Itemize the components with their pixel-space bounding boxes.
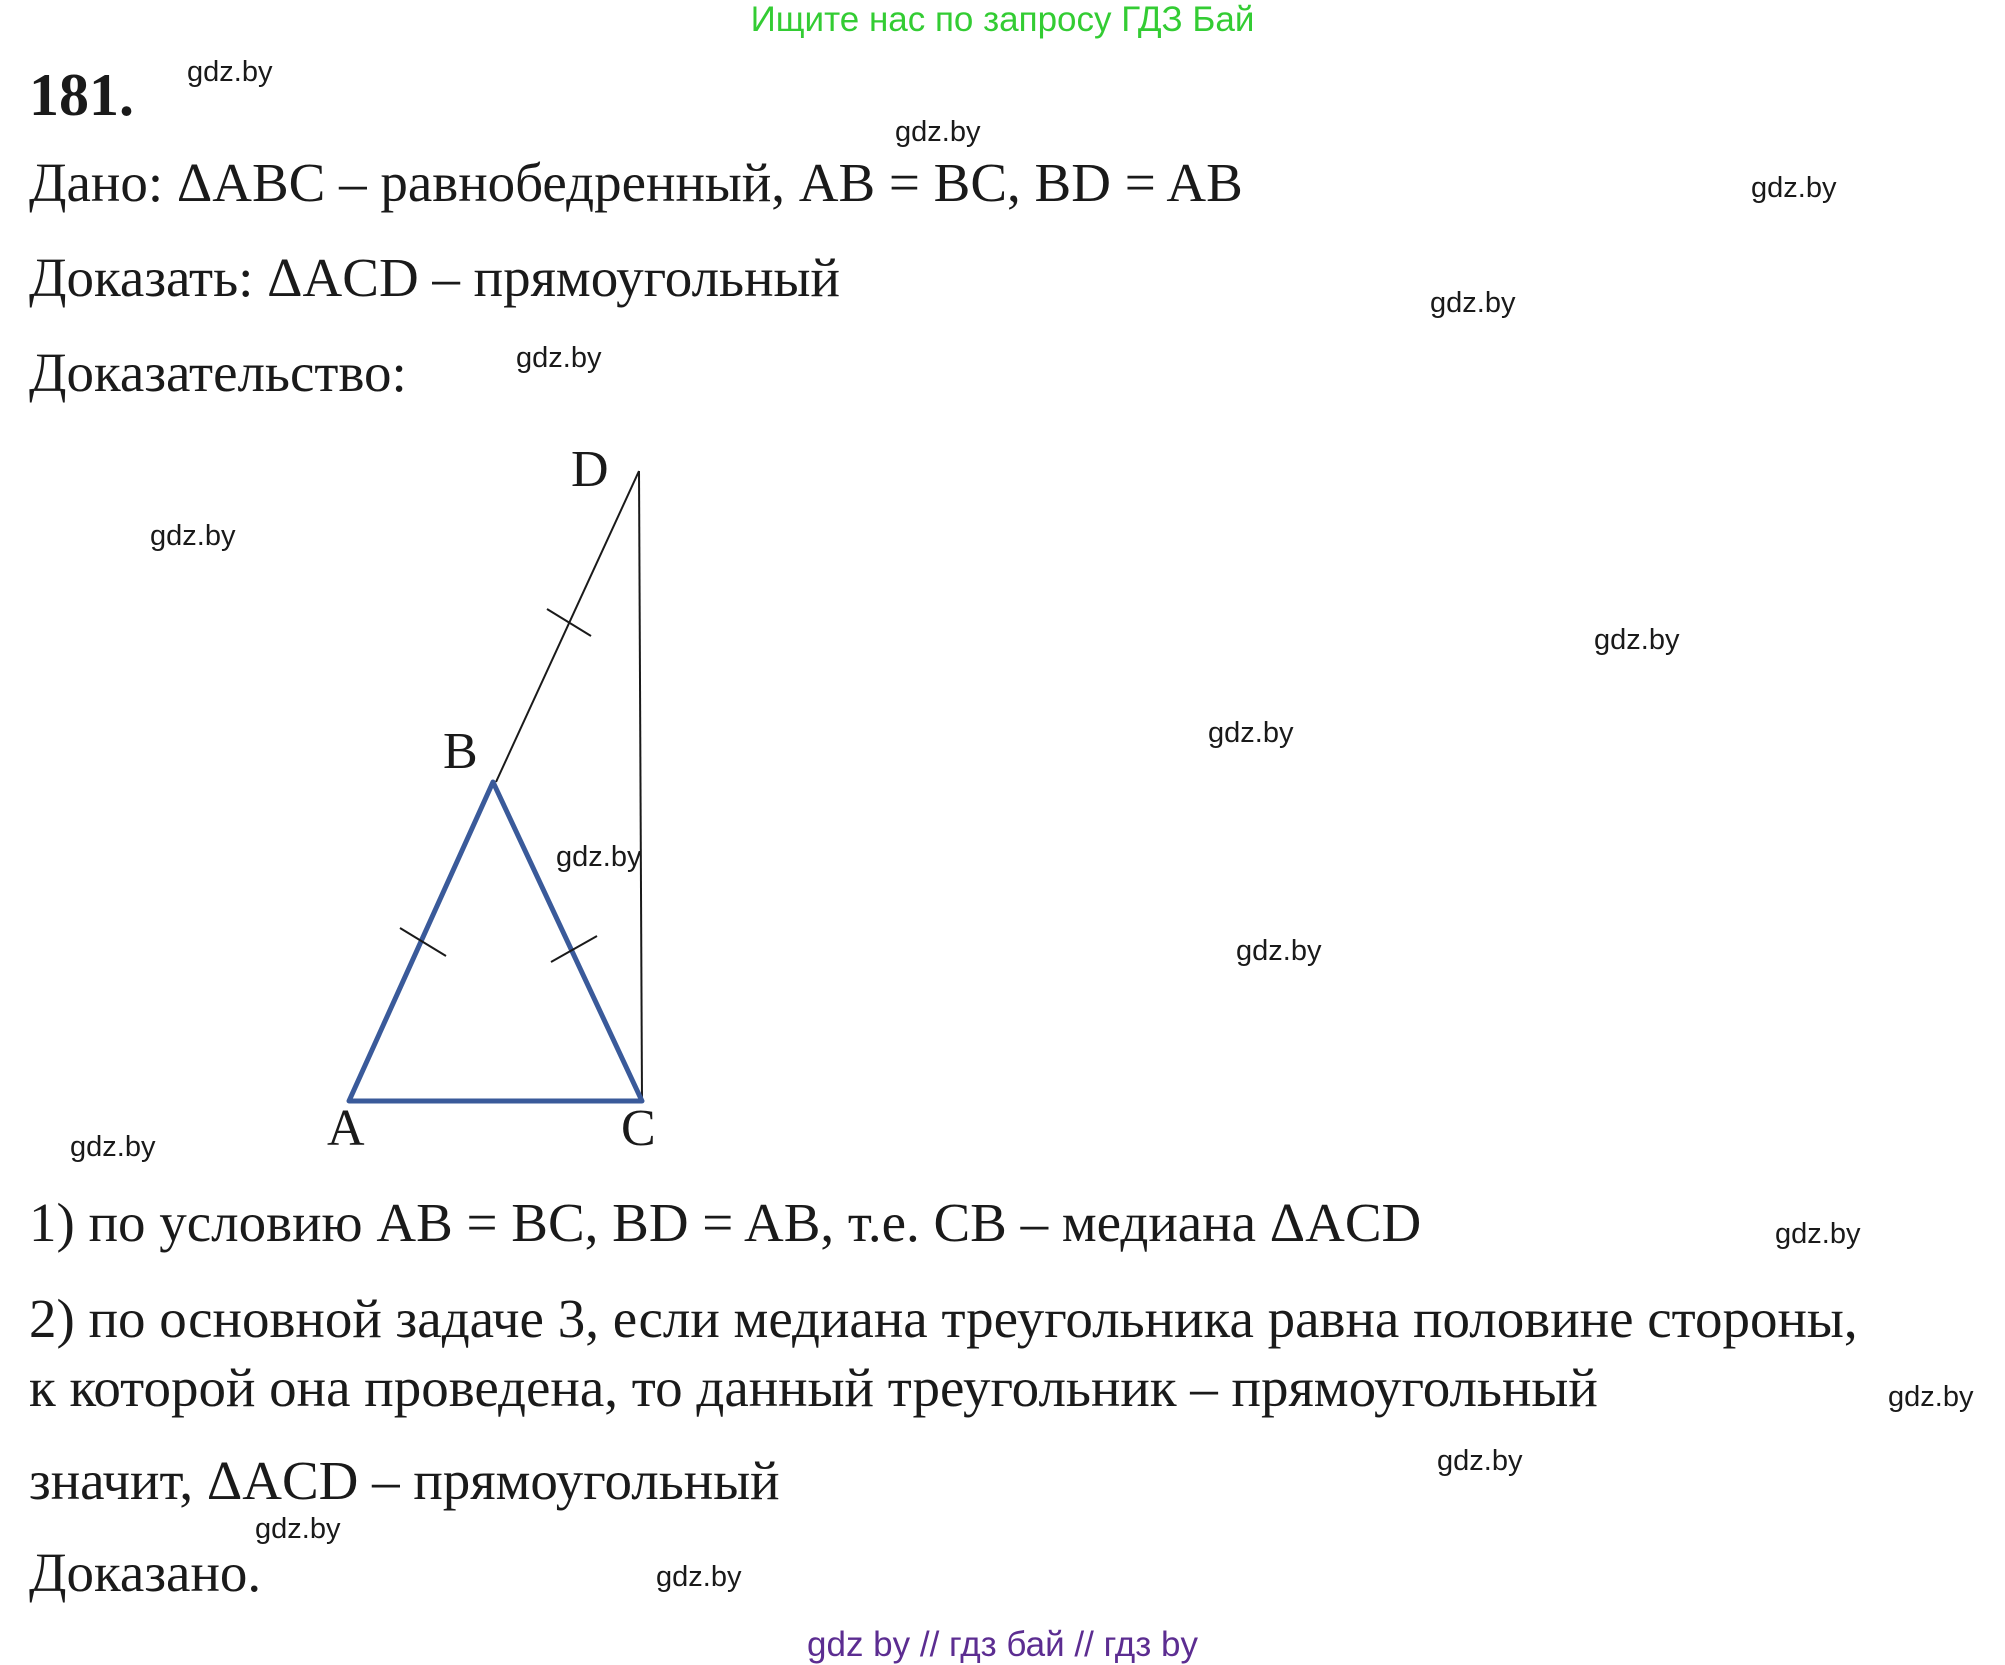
watermark: gdz.by [1430,287,1516,319]
segment-dc [639,471,642,1101]
watermark: gdz.by [1437,1445,1523,1477]
tick-mark-bd [547,609,591,636]
vertex-label-d: D [571,441,609,498]
watermark: gdz.by [1775,1218,1861,1250]
proof-step-2: 2) по основной задаче 3, если медиана треугольника равна половине стороны, [29,1288,1858,1349]
watermark: gdz.by [1236,935,1322,967]
watermark: gdz.by [1208,717,1294,749]
watermark: gdz.by [1751,172,1837,204]
triangle-abc [349,782,642,1101]
given-statement: Дано: ΔABC – равнобедренный, AB = BC, BD = AB [29,152,1243,213]
prove-statement: Доказать: ΔACD – прямоугольный [29,247,840,308]
conclusion: Доказано. [29,1542,262,1603]
watermark: gdz.by [895,116,981,148]
header-search-link[interactable]: Ищите нас по запросу ГДЗ Бай [750,0,1255,39]
footer-links[interactable]: gdz by // гдз бай // гдз by [807,1625,1198,1664]
watermark: gdz.by [187,56,273,88]
vertex-label-a: A [327,1100,365,1157]
watermark: gdz.by [556,841,642,873]
vertex-label-c: C [621,1100,656,1157]
segment-bd [496,471,639,782]
watermark: gdz.by [150,520,236,552]
proof-step-1: 1) по условию AB = BC, BD = AB, т.е. CB – медиана ΔACD [29,1192,1422,1253]
proof-step-3: значит, ΔACD – прямоугольный [29,1450,780,1511]
watermark: gdz.by [255,1513,341,1545]
vertex-label-b: B [443,723,478,780]
problem-number: 181. [29,62,134,128]
watermark: gdz.by [70,1131,156,1163]
watermark: gdz.by [516,342,602,374]
watermark: gdz.by [656,1561,742,1593]
proof-step-2-continued: к которой она проведена, то данный треугольник – прямоугольный [29,1357,1598,1418]
watermark: gdz.by [1594,624,1680,656]
proof-heading: Доказательство: [29,342,407,403]
watermark: gdz.by [1888,1381,1974,1413]
